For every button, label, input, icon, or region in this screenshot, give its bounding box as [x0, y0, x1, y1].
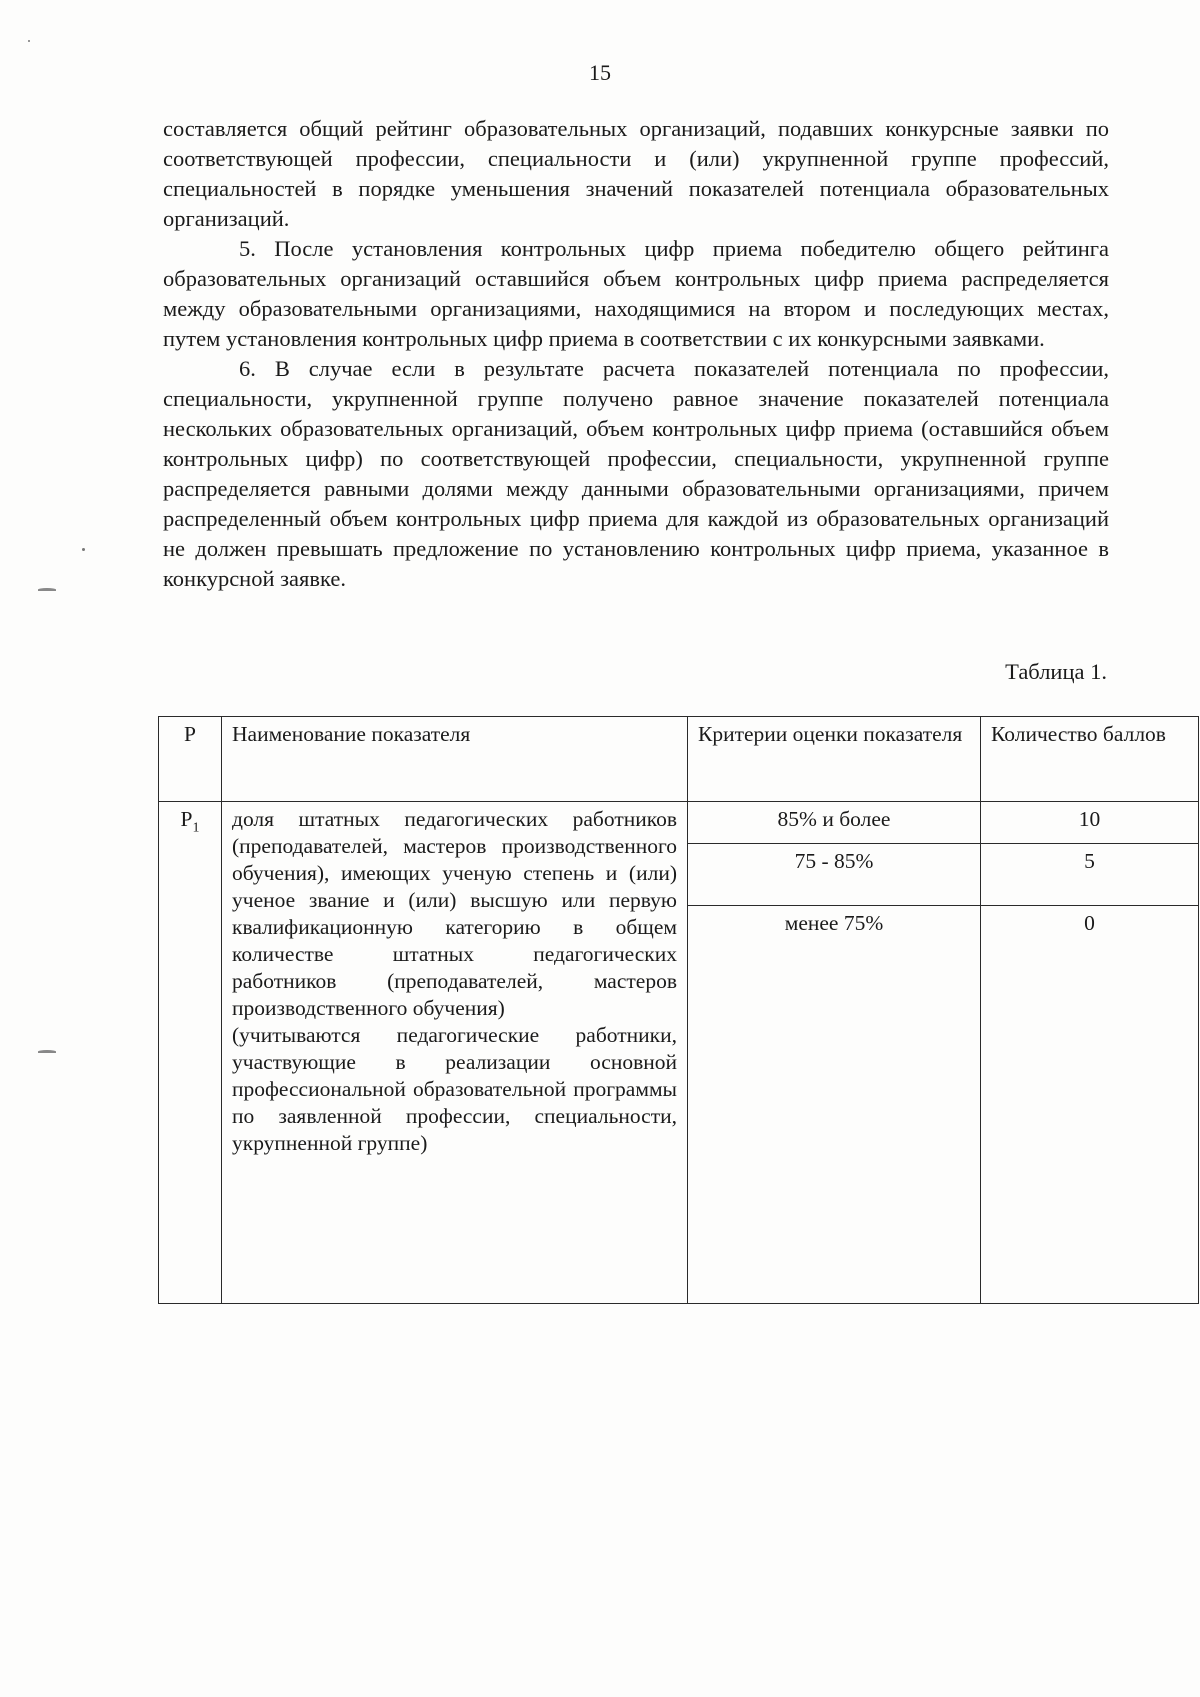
criteria-cell — [688, 802, 981, 1304]
paragraph-5: 5. После установления контрольных цифр приема победителю общего рейтинга образовательных организаций оставшийся объем контрольных цифр приема распределяется между образовательными организациями, находящимися на втором и последующих местах, путем установления контрольных цифр приема в соответствии с их конкурсными заявками. — [163, 236, 1109, 351]
table-row — [159, 802, 1199, 1304]
indicator-table — [158, 716, 1199, 1304]
header-p: Р — [159, 717, 222, 802]
scan-speck — [38, 1050, 56, 1053]
row-code-subscript: 1 — [192, 820, 200, 836]
row-code-letter: Р — [180, 807, 193, 831]
page-number: 15 — [589, 60, 611, 85]
header-name: Наименование показателя — [222, 717, 688, 802]
scan-speck — [38, 588, 56, 591]
score-item: 5 — [981, 844, 1198, 906]
row-code — [159, 802, 222, 1304]
score-item: 0 — [1084, 911, 1095, 935]
table-header-row — [159, 717, 1199, 802]
scan-speck — [82, 548, 85, 551]
criteria-item: 75 - 85% — [688, 844, 980, 906]
header-criteria: Критерии оценки показателя — [688, 717, 981, 802]
table-container — [158, 716, 1166, 1304]
table-caption: Таблица 1. — [1005, 659, 1107, 684]
criteria-item: 85% и более — [688, 802, 980, 844]
score-cell — [981, 802, 1199, 1304]
criteria-item: менее 75% — [784, 911, 884, 935]
paragraph-6: 6. В случае если в результате расчета показателей потенциала по профессии, специальности, укрупненной группе получено равное значение показателей потенциала нескольких образовательных организаций, объем контрольных цифр приема (оставшийся объем контрольных цифр) по соответствующей профессии, специальности, укрупненной группе распределяется равными долями между данными образовательными организациями, причем распределенный объем контрольных цифр приема для каждой из образовательных организаций не должен превышать предложение по установлению контрольных цифр приема, указанное в конкурсной заявке. — [163, 356, 1109, 591]
paragraph-continuation: составляется общий рейтинг образовательных организаций, подавших конкурсные заявки по соответствующей профессии, специальности и (или) укрупненной группе профессий, специальностей в порядке уменьшения значений показателей потенциала образовательных организаций. — [163, 116, 1109, 231]
indicator-main-text: доля штатных педагогических работников (преподавателей, мастеров производственного обучения), имеющих ученую степень и (или) ученое звание и (или) высшую или первую квалификационную категорию в общем количестве штатных педагогических работников (преподавателей, мастеров производственного обучения) — [232, 807, 677, 1020]
body-text — [163, 114, 1109, 594]
scan-speck — [28, 40, 30, 42]
score-item: 10 — [981, 802, 1198, 844]
indicator-description — [222, 802, 688, 1304]
indicator-note-text: (учитываются педагогические работники, участвующие в реализации основной профессиональной образовательной программы по заявленной профессии, специальности, укрупненной группе) — [232, 1023, 677, 1155]
header-score: Количество баллов — [981, 717, 1199, 802]
